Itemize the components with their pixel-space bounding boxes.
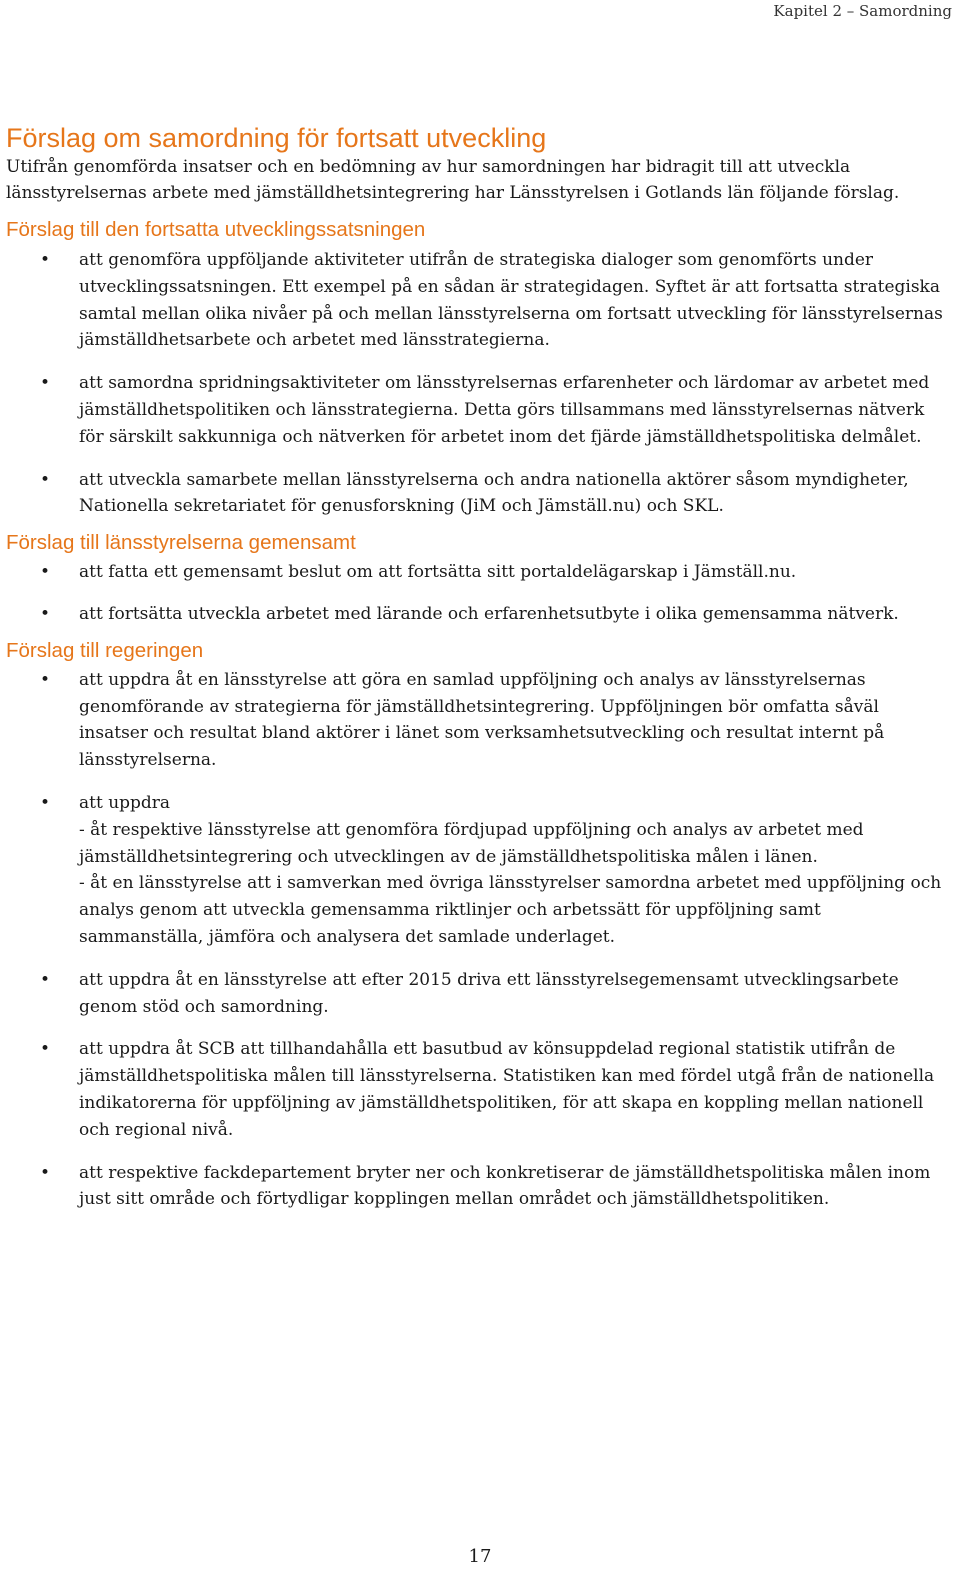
page-number: 17 [468,1546,492,1567]
list-item [6,467,950,521]
bullet-icon: • [40,1162,51,1183]
list-item-text: att fortsätta utveckla arbetet med lärande och erfarenhetsutbyte i olika gemensamma nätverk. [79,603,899,624]
list-item [6,667,950,774]
list-item-text: att fatta ett gemensamt beslut om att fortsätta sitt portaldelägarskap i Jämställ.nu. [79,562,797,583]
bullet-icon: • [40,469,51,490]
list-item-text: att utveckla samarbete mellan länsstyrelserna och andra nationella aktörer såsom myndigheter, Nationella sekretariatet för genusforskning (JiM och Jämställ.nu) och SKL. [79,469,909,517]
running-header: Kapitel 2 – Samordning [773,2,952,20]
section-heading-utvecklingssatsningen: Förslag till den fortsatta utvecklingssatsningen [6,218,426,241]
main-content [6,122,950,1213]
intro-paragraph: Utifrån genomförda insatser och en bedömning av hur samordningen har bidragit till att utveckla länsstyrelsernas arbete med jämställdhetsintegrering har Länsstyrelsen i Gotlands län följande förslag. [6,157,900,203]
list-item-text: att uppdra åt en länsstyrelse att göra en samlad uppföljning och analys av länsstyrelsernas genomförande av strategierna för jämställdhetsintegrering. Uppföljningen bör omfatta såväl insatser och resultat bland aktörer i länet som verksamhetsutveckling och resultat internt på länsstyrelserna. [79,669,885,771]
list-item-text: att respektive fackdepartement bryter ner och konkretiserar de jämställdhetspolitiska målen inom just sitt område och förtydligar kopplingen mellan området och jämställdhetspolitiken. [79,1162,931,1210]
list-item [6,790,950,951]
list-item [6,370,950,450]
bullet-icon: • [40,250,51,270]
list-item-text: att uppdra åt SCB att tillhandahålla ett basutbud av könsuppdelad regional statistik utifrån de jämställdhetspolitiska målen till länsstyrelserna. Statistiken kan med fördel utgå från de nationella indikatorerna för uppföljning av jämställdhetspolitiken, för att skapa en koppling mellan nationell och regional nivå. [79,1039,935,1140]
page-title: Förslag om samordning för fortsatt utveckling [6,123,547,153]
bullet-list-utvecklingssatsningen [6,247,950,520]
bullet-icon: • [40,603,51,624]
list-item [6,559,950,586]
list-item [6,1036,950,1143]
list-item [6,247,950,354]
list-item [6,1160,950,1214]
bullet-icon: • [40,669,51,690]
list-item-text: att uppdra åt en länsstyrelse att efter 2015 driva ett länsstyrelsegemensamt utvecklingsarbete genom stöd och samordning. [79,969,899,1017]
list-item-text: att uppdra - åt respektive länsstyrelse att genomföra fördjupad uppföljning och analys av arbetet med jämställdhetsintegrering och utvecklingen av de jämställdhetspolitiska målen i länen. - åt en länsstyrelse att i samverkan med övriga länsstyrelser samordna arbetet med uppföljning och analys genom att utveckla gemensamma riktlinjer och arbetssätt för uppföljning samt sammanställa, jämföra och analysera det samlade underlaget. [79,792,942,947]
bullet-icon: • [40,1039,51,1060]
section-heading-regeringen: Förslag till regeringen [6,638,204,662]
list-item [6,601,950,628]
section-heading-lansstyrelserna: Förslag till länsstyrelserna gemensamt [6,531,356,555]
bullet-list-regeringen [6,667,950,1213]
list-item [6,967,950,1021]
list-item-text: att genomföra uppföljande aktiviteter utifrån de strategiska dialoger som genomförts under utvecklingssatsningen. Ett exempel på en sådan är strategidagen. Syftet är att fortsatta strategiska samtal mellan olika nivåer på och mellan länsstyrelserna om fortsatt utveckling för länsstyrelsernas jämställdhetsarbete och arbetet med länsstrategierna. [79,250,943,351]
bullet-icon: • [40,792,51,813]
bullet-icon: • [40,969,51,990]
bullet-icon: • [40,562,51,583]
bullet-icon: • [40,373,51,394]
list-item-text: att samordna spridningsaktiviteter om länsstyrelsernas erfarenheter och lärdomar av arbetet med jämställdhetspolitiken och länsstrategierna. Detta görs tillsammans med länsstyrelsernas nätverk för särskilt sakkunniga och nätverken för arbetet inom det fjärde jämställdhetspolitiska delmålet. [79,373,930,447]
bullet-list-lansstyrelserna [6,559,950,628]
